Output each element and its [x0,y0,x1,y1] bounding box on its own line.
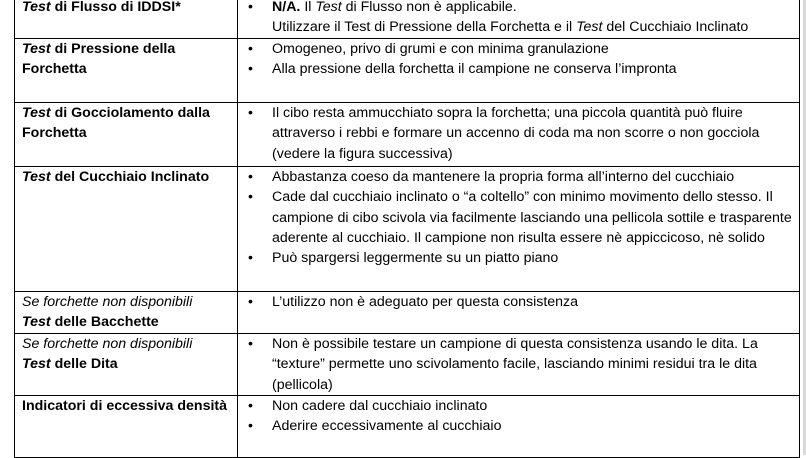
text-part: Test [315,0,342,15]
method-label [22,39,233,80]
table-row [15,333,800,395]
label-part: di Flusso di IDDSI* [50,0,181,15]
bullet-icon: • [248,61,253,78]
testing-methods-table [14,0,800,458]
text-part: Non cadere dal cucchiaio inclinato [272,398,488,415]
bullet-icon: • [248,250,253,267]
bullet-list [238,167,795,269]
label-part: di Gocciolamento dalla Forchetta [22,104,210,142]
bullet-icon: • [248,104,253,121]
label-part: Test [22,0,51,15]
method-label-cell [15,333,238,395]
method-label-cell [15,291,238,333]
text-part: Può spargersi leggermente su un piatto piano [272,250,559,267]
text-part: di Flusso non è applicabile. [341,0,517,15]
text-part: Alla pressione della forchetta il campione ne conserva l’impronta [272,61,677,78]
list-item [238,248,795,268]
table-row [15,102,800,166]
bullet-icon: • [248,0,253,15]
description-cell [238,396,800,458]
text-part: Abbastanza coeso da mantenere la propria forma all’interno del cucchiaio [272,168,735,185]
method-label-cell [15,38,238,102]
text-part: del Cucchiaio Inclinato [602,19,749,36]
list-item [238,103,795,164]
label-part: Test [22,40,51,57]
list-item [238,187,795,248]
list-item [238,416,795,436]
text-part: L’utilizzo non è adeguato per questa consistenza [272,293,579,310]
text-part: Il [300,0,316,15]
table-row [15,396,800,458]
method-label-cell [15,166,238,291]
bullet-list [238,334,795,395]
label-part: Indicatori di eccessiva densità [22,398,228,415]
label-part: Test [22,314,51,331]
text-part: Aderire eccessivamente al cucchiaio [272,418,502,435]
list-item [238,292,795,312]
text-part: Non è possibile testare un campione di questa consistenza usando le dita. La “texture” permette uno scivolamento facile, lasciando minimi residui tra le dita (pellicola) [272,335,758,393]
text-part: Cade dal cucchiaio inclinato o “a coltello” con minimo movimento dello stesso. Il campione di cibo scivola via facilmente lasciando una pellicola sottile e trasparente aderente al cucchiaio. Il campione non risulta essere nè appiccicoso, nè solido [272,189,792,247]
method-label [22,354,233,374]
bullet-list [238,396,795,437]
na-label: N/A. [272,0,301,15]
method-label [22,0,233,17]
text-part: Test [576,19,603,36]
bullet-icon: • [248,418,253,435]
method-label [22,312,233,332]
label-part: Test [22,104,51,121]
method-label-cell [15,396,238,458]
bullet-list [238,292,795,312]
method-label-cell [15,102,238,166]
description-cell [238,291,800,333]
list-item [238,39,795,59]
method-label [22,396,233,416]
method-label [22,167,233,187]
list-item [238,59,795,79]
label-part: delle Bacchette [50,314,159,331]
description-cell [238,0,800,38]
table-body [15,0,800,458]
label-part: Test [22,168,51,185]
bullet-icon: • [248,398,253,415]
list-item [238,396,795,416]
description-cell [238,166,800,291]
method-sublabel: Se forchette non disponibili [22,293,193,310]
bullet-list [238,39,795,80]
bullet-icon: • [248,189,253,206]
bullet-list [238,103,795,164]
label-part: Test [22,356,51,373]
text-part: Il cibo resta ammucchiato sopra la forchetta; una piccola quantità può fluire attraverso i rebbi e formare un accenno di coda ma non scorre o non gocciola (vedere la figura successiva) [272,104,760,162]
list-item [238,0,795,17]
table-row [15,0,800,38]
method-label-cell [15,0,238,38]
text-part: Utilizzare il Test di Pressione della Forchetta e il [272,19,577,36]
list-item [238,167,795,187]
method-label [22,103,233,144]
description-cell [238,102,800,166]
bullet-icon: • [248,293,253,310]
description-cell [238,38,800,102]
text-part: Omogeneo, privo di grumi e con minima granulazione [272,40,609,57]
bullet-icon: • [248,40,253,57]
table-row [15,291,800,333]
continuation-line [238,17,795,37]
description-cell [238,333,800,395]
label-part: del Cucchiaio Inclinato [50,168,210,185]
bullet-icon: • [248,335,253,352]
label-part: di Pressione della Forchetta [22,40,176,78]
table-row [15,38,800,102]
table-row [15,166,800,291]
bullet-list [238,0,795,38]
bullet-icon: • [248,168,253,185]
list-item [238,334,795,395]
label-part: delle Dita [50,356,118,373]
method-sublabel: Se forchette non disponibili [22,335,193,352]
